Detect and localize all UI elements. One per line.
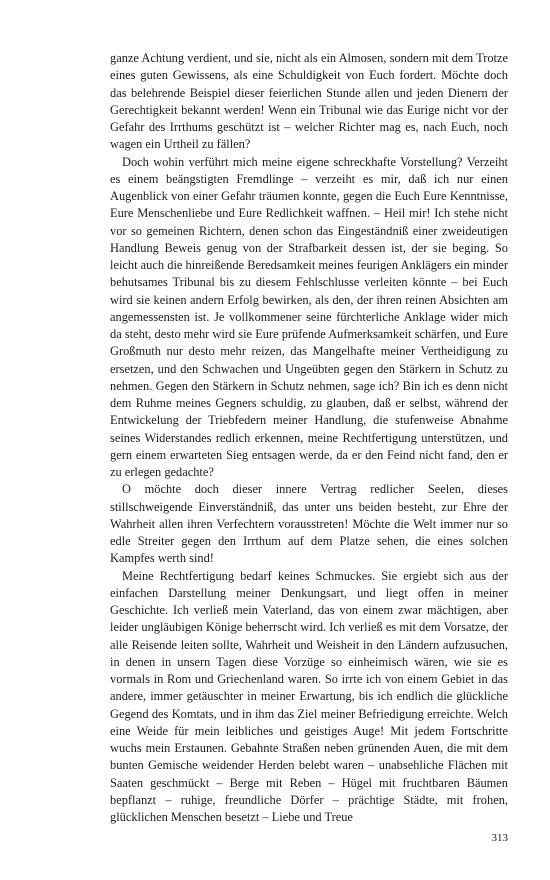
body-text bbox=[110, 50, 508, 826]
paragraph: Doch wohin verführt mich meine eigene schreckhafte Vorstellung? Verzeiht es einem beängstigten Fremdlinge – verzeiht es mir, daß ich nur einen Augenblick von einer Gefahr träumen konnte, gegen die Euch Eure Kenntnisse, Eure Menschenliebe und Eure Redlichkeit waffnen. – Heil mir! Ich stehe nicht vor so gemeinen Richtern, denen schon das Eingeständniß einer zweideutigen Handlung Beweis genug von der Strafbarkeit dessen ist, der sie beging. So leicht auch die hinreißende Beredsamkeit meines feurigen Anklägers ein minder behutsames Tribunal bis zu diesem Fehlschlusse verleiten könnte – bei Euch wird sie keinen andern Erfolg bewirken, als den, der ihren reinen Absichten am angemessensten ist. Je vollkommener seine fürchterliche Anklage wider mich da steht, desto mehr wird sie Eure prüfende Aufmerksamkeit schärfen, und Eure Großmuth nur desto mehr reizen, das Mangelhafte meiner Vertheidigung zu ersetzen, und den Schwachen und Ungeübten gegen den Stärkern in Schutz zu nehmen. Gegen den Stärkern in Schutz nehmen, sage ich? Bin ich es denn nicht dem Ruhme meines Gegners schuldig, zu glauben, daß er selbst, während der Entwickelung der Triebfedern meiner Handlung, die stufenweise Abnahme seines Widerstandes redlich erkennen, meine Rechtfertigung unterstützen, und gern einem erwarteten Sieg entsagen werde, da er den Feind nicht fand, den er zu erlegen gedachte? bbox=[110, 154, 508, 479]
paragraph: O möchte doch dieser innere Vertrag redlicher Seelen, dieses stillschweigende Einverständniß, das unter uns beiden besteht, zur Ehre der Wahrheit allen ihren Verfechtern vorausstreten! Möchte die Welt immer nur so edle Streiter gegen den Irrthum auf dem Platze sehen, die eines solchen Kampfes werth sind! bbox=[110, 482, 508, 566]
paragraph: Meine Rechtfertigung bedarf keines Schmuckes. Sie ergiebt sich aus der einfachen Darstellung meiner Denkungsart, und liegt offen in meiner Geschichte. Ich verließ mein Vaterland, das von einem zwar mächtigen, aber leider ungläubigen Könige beherrscht wird. Ich verließ es mit dem Vorsatze, der alle Reisende leiten sollte, Wahrheit und Weisheit in den Ländern aufzusuchen, in denen in unsern Tagen diese Vorzüge so einheimisch wären, wie sie es vormals in Rom und Griechenland waren. So irrte ich von einem Gebiet in das andere, immer getäuschter in meiner Erwartung, bis ich endlich die glückliche Gegend des Komtats, und in ihm das Ziel meiner Befriedigung erreichte. Welch eine Weide für mein leibliches und geistiges Auge! Mit jedem Fortschritte wuchs mein Erstaunen. Gebahnte Straßen neben grünenden Auen, die mit dem bunten Gemische weidender Herden belebt waren – unabsehliche Flächen mit Saaten geschmückt – Berge mit Reben – Hügel mit fruchtbaren Bäumen bepflanzt – ruhige, freundliche Dörfer – prächtige Städte, mit frohen, glücklichen Menschen besetzt – Liebe und Treue bbox=[110, 568, 508, 824]
paragraph: ganze Achtung verdient, und sie, nicht als ein Almosen, sondern mit dem Trotze eines guten Gewissens, als eine Schuldigkeit von Euch fordert. Möchte doch das belehrende Beispiel dieser feierlichen Stunde allen und jeden Dienern der Gerechtigkeit bekannt werden! Wenn ein Tribunal wie das Eurige nicht vor der Gefahr des Irrthums geschützt ist – welcher Richter mag es, nach Euch, noch wagen ein Urtheil zu fällen? bbox=[110, 51, 508, 152]
page-number: 313 bbox=[491, 832, 508, 844]
